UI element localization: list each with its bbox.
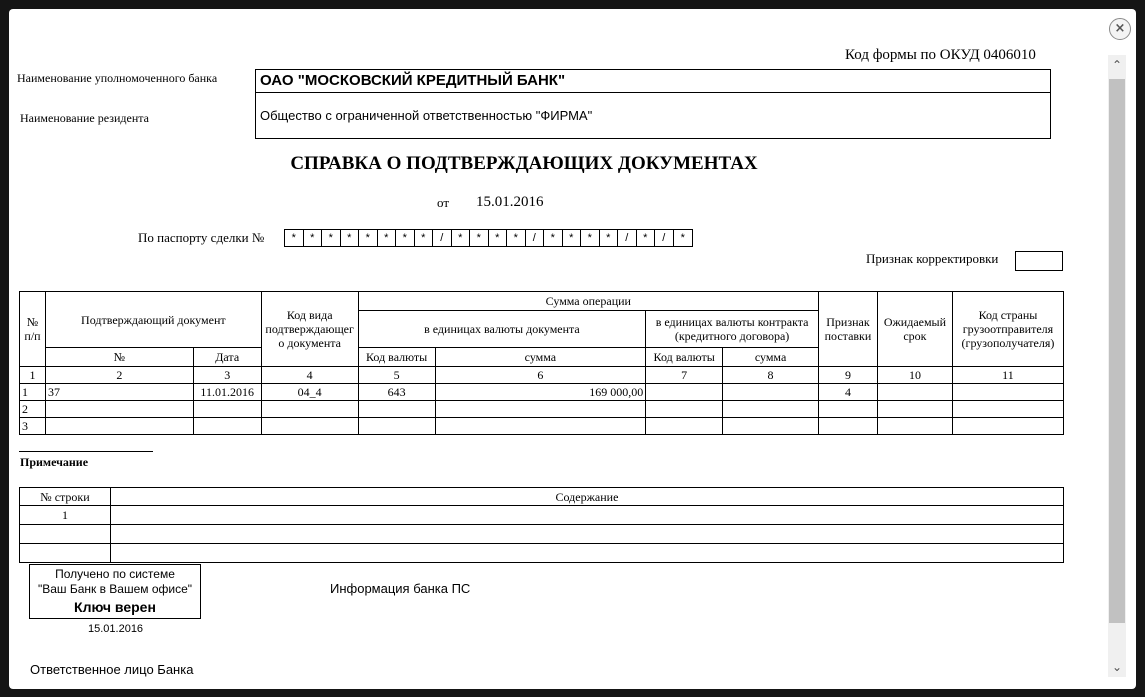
resident-label: Наименование резидента (20, 111, 149, 125)
cell-n: 3 (20, 418, 46, 435)
note-cell-n (20, 525, 111, 544)
cell-amount: 169 000,00 (435, 384, 646, 401)
cell-country (952, 418, 1063, 435)
cell-amount2 (723, 418, 819, 435)
passport-cell: * (507, 230, 526, 246)
scroll-up-icon[interactable]: ⌃ (1111, 58, 1123, 72)
h-row-num: № строки (20, 488, 111, 506)
correction-box (1015, 251, 1063, 271)
passport-cell: / (618, 230, 637, 246)
note-cell-n: 1 (20, 506, 111, 525)
correction-label: Признак корректировки (866, 251, 999, 266)
h-content: Содержание (110, 488, 1063, 506)
cell-country (952, 401, 1063, 418)
cell-amount (435, 401, 646, 418)
table-row (20, 401, 1064, 418)
cell-doc-date: 11.01.2016 (193, 384, 261, 401)
h-doc-no: № (45, 348, 193, 367)
note-cell-content (110, 544, 1063, 563)
column-number: 11 (952, 367, 1063, 384)
column-number: 10 (877, 367, 952, 384)
h-amount2: сумма (723, 348, 819, 367)
table-row (20, 384, 1064, 401)
document-title: СПРАВКА О ПОДТВЕРЖДАЮЩИХ ДОКУМЕНТАХ (290, 153, 758, 174)
passport-cell: * (304, 230, 323, 246)
vertical-scrollbar[interactable] (1108, 55, 1126, 677)
passport-cell: / (433, 230, 452, 246)
passport-cell: * (637, 230, 656, 246)
cell-amount (435, 418, 646, 435)
cell-cur2 (646, 401, 723, 418)
note-row (20, 525, 1064, 544)
column-number: 7 (646, 367, 723, 384)
bank-name: ОАО "МОСКОВСКИЙ КРЕДИТНЫЙ БАНК" (256, 70, 1050, 93)
resident-name: Общество с ограниченной ответственностью "ФИРМА" (260, 108, 593, 123)
cell-delivery (818, 418, 877, 435)
column-number: 5 (358, 367, 435, 384)
h-sum: Сумма операции (358, 292, 818, 311)
h-num: № п/п (20, 292, 46, 367)
cell-expected (877, 384, 952, 401)
h-kind: Код вида подтверждающег о документа (261, 292, 358, 367)
passport-cell: * (341, 230, 360, 246)
passport-cell: * (415, 230, 434, 246)
h-delivery: Признак поставки (818, 292, 877, 367)
passport-cell: / (655, 230, 674, 246)
passport-cell: * (600, 230, 619, 246)
column-number: 6 (435, 367, 646, 384)
cell-cur2 (646, 384, 723, 401)
passport-cell: * (285, 230, 304, 246)
column-number: 3 (193, 367, 261, 384)
stamp-date: 15.01.2016 (88, 623, 144, 635)
h-amount: сумма (435, 348, 646, 367)
passport-cell: * (322, 230, 341, 246)
passport-cell: * (359, 230, 378, 246)
passport-cell: * (378, 230, 397, 246)
cell-amount2 (723, 401, 819, 418)
passport-cell: / (526, 230, 545, 246)
cell-kind: 04_4 (261, 384, 358, 401)
cell-kind (261, 418, 358, 435)
cell-delivery (818, 401, 877, 418)
cell-cur: 643 (358, 384, 435, 401)
passport-cell: * (489, 230, 508, 246)
note-table (19, 487, 1064, 563)
column-numbers-row (20, 367, 1064, 384)
bank-stamp (29, 564, 201, 619)
note-cell-content (110, 506, 1063, 525)
cell-doc-no: 37 (45, 384, 193, 401)
h-doc-date: Дата (193, 348, 261, 367)
h-country: Код страны грузоотправителя (грузополучателя) (952, 292, 1063, 367)
scroll-thumb[interactable] (1109, 79, 1125, 623)
separator-line (19, 451, 153, 452)
cell-cur (358, 418, 435, 435)
cell-expected (877, 418, 952, 435)
h-doc: Подтверждающий документ (45, 292, 261, 348)
bank-resident-box (255, 69, 1051, 139)
cell-expected (877, 401, 952, 418)
passport-cell: * (563, 230, 582, 246)
column-number: 4 (261, 367, 358, 384)
okud-code: Код формы по ОКУД 0406010 (845, 47, 1036, 63)
cell-doc-no (45, 418, 193, 435)
passport-cell: * (680, 232, 685, 244)
responsible-person: Ответственное лицо Банка (30, 662, 194, 677)
cell-amount2 (723, 384, 819, 401)
close-icon[interactable]: × (1109, 18, 1131, 40)
passport-cell: * (581, 230, 600, 246)
column-number: 9 (818, 367, 877, 384)
h-sum-contract: в единицах валюты контракта (кредитного договора) (646, 311, 819, 348)
table-row (20, 418, 1064, 435)
stamp-line3: Ключ верен (74, 599, 156, 615)
passport-cell: * (470, 230, 489, 246)
passport-cell: * (544, 230, 563, 246)
column-number: 1 (20, 367, 46, 384)
bank-label: Наименование уполномоченного банка (17, 71, 218, 85)
cell-cur (358, 401, 435, 418)
h-sum-doc: в единицах валюты документа (358, 311, 646, 348)
stamp-line1: Получено по системе (55, 567, 175, 581)
passport-number-cells (284, 229, 693, 247)
column-number: 2 (45, 367, 193, 384)
cell-n: 1 (20, 384, 46, 401)
note-cell-content (110, 525, 1063, 544)
scroll-down-icon[interactable]: ⌄ (1111, 660, 1123, 674)
column-number: 8 (723, 367, 819, 384)
note-row (20, 544, 1064, 563)
note-cell-n (20, 544, 111, 563)
cell-n: 2 (20, 401, 46, 418)
passport-label: По паспорту сделки № (138, 230, 265, 245)
cell-delivery: 4 (818, 384, 877, 401)
passport-cell: * (452, 230, 471, 246)
bank-info: Информация банка ПС (330, 581, 471, 596)
cell-doc-date (193, 418, 261, 435)
h-cur-code2: Код валюты (646, 348, 723, 367)
stamp-line2: "Ваш Банк в Вашем офисе" (37, 582, 193, 596)
passport-cell: * (396, 230, 415, 246)
cell-doc-date (193, 401, 261, 418)
cell-cur2 (646, 418, 723, 435)
cell-country (952, 384, 1063, 401)
note-label: Примечание (20, 455, 89, 469)
cell-doc-no (45, 401, 193, 418)
h-cur-code: Код валюты (358, 348, 435, 367)
h-expected: Ожидаемый срок (877, 292, 952, 367)
document-date: 15.01.2016 (476, 194, 544, 210)
document-modal (9, 9, 1136, 689)
date-prefix: от (437, 195, 450, 210)
cell-kind (261, 401, 358, 418)
note-row (20, 506, 1064, 525)
documents-table (19, 291, 1064, 435)
